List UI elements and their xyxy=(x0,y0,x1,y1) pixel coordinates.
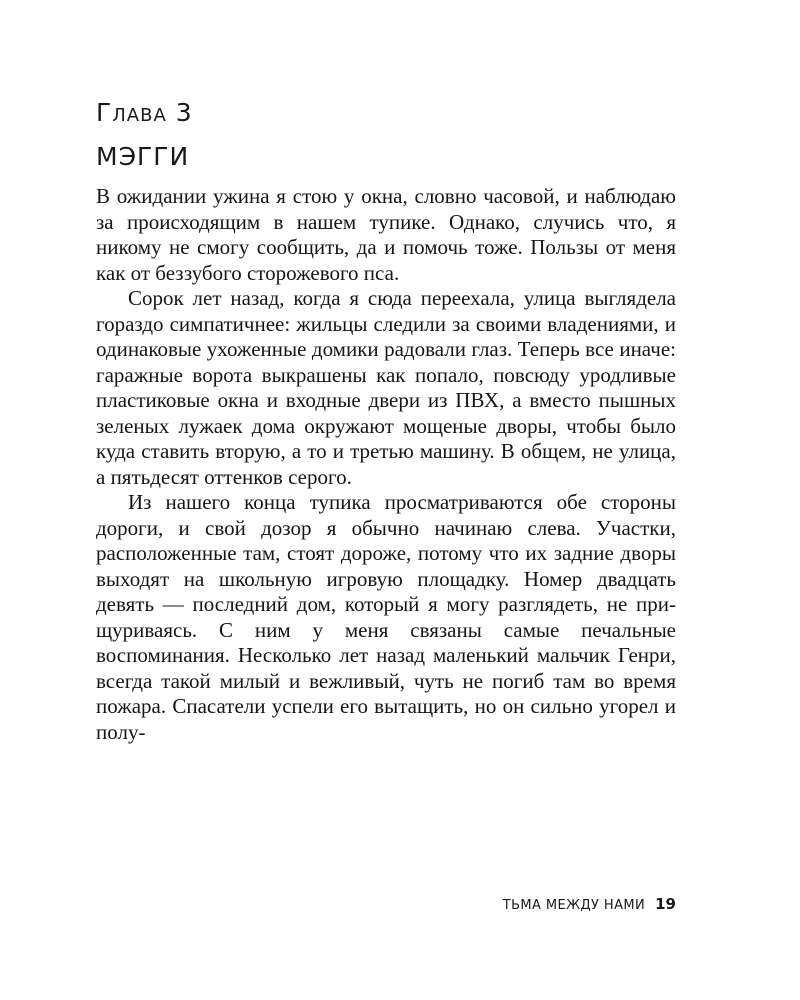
running-footer xyxy=(96,894,676,916)
body-text xyxy=(96,184,676,745)
paragraph-2: Сорок лет назад, когда я сюда переехала, улица выглядела гораздо симпатичнее: жильцы следили за своими владениями, и одинаковые ухоженные домики радовали глаз. Теперь все иначе: гаражные ворота выкрашены как попало, повсюду уродливые пластиковые окна и входные двери из ПВХ, а вместо пышных зеленых лужаек дома окружают мощеные дворы, чтобы было куда ставить вторую, а то и третью машину. В общем, не улица, а пятьдесят оттенков серого. xyxy=(96,286,676,489)
page-number: 19 xyxy=(655,895,676,913)
paragraph-3: Из нашего конца тупика просматриваются обе стороны дороги, и свой дозор я обычно начинаю слева. Участки, расположенные там, стоят дороже, потому что их задние дворы выходят на школьную игровую площадку. Номер двадцать девять — последний дом, который я могу разглядеть, не прищуриваясь. С ним у меня связаны самые печальные воспоминания. Несколько лет назад маленький мальчик Генри, всегда такой милый и вежливый, чуть не погиб там во время пожара. Спасатели успели его вытащить, но он сильно угорел и полу- xyxy=(96,490,676,744)
running-title: ТЬМА МЕЖДУ НАМИ xyxy=(502,898,646,913)
chapter-title: МЭГГИ xyxy=(96,142,190,171)
chapter-label: Глава 3 xyxy=(96,98,193,127)
paragraph-1: В ожидании ужина я стою у окна, словно часовой, и наблюдаю за происходящим в нашем тупике. Однако, случись что, я никому не смогу сообщить, да и помочь тоже. Пользы от меня как от беззубого сторожевого пса. xyxy=(96,184,676,285)
